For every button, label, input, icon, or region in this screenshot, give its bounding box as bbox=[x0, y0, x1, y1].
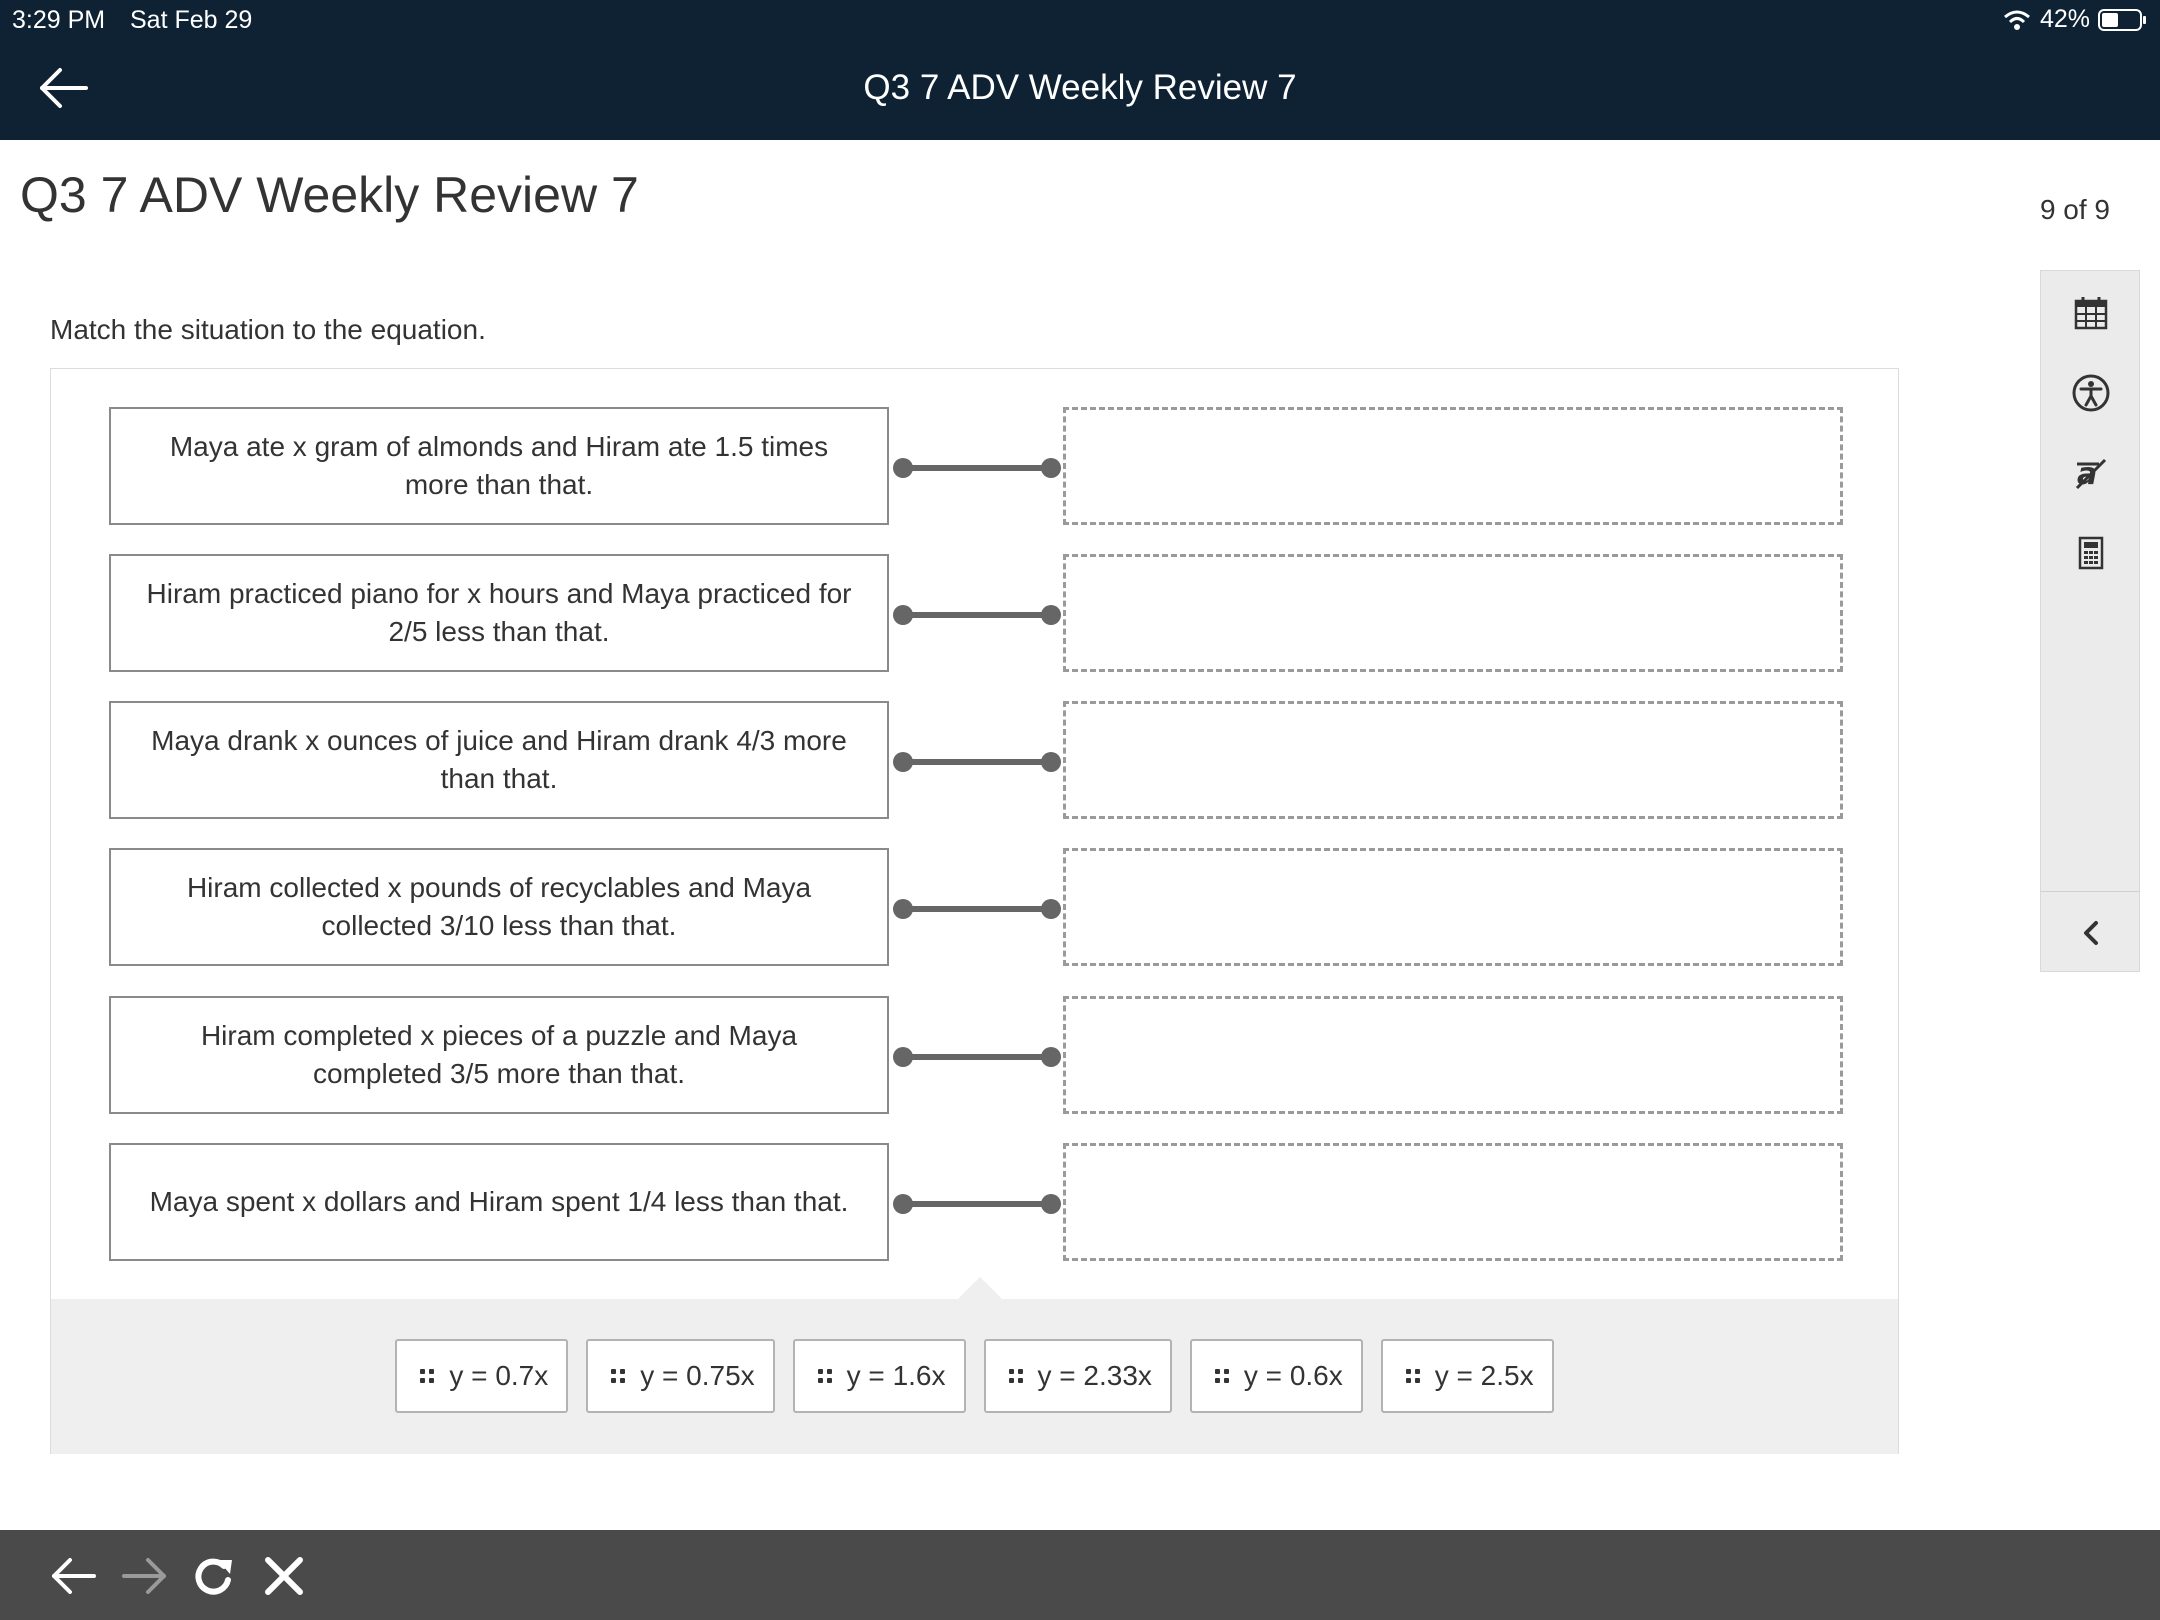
matching-area bbox=[50, 368, 1899, 1454]
calendar-grid-icon[interactable] bbox=[2071, 293, 2111, 333]
calculator-icon[interactable] bbox=[2071, 533, 2111, 573]
tray-notch bbox=[958, 1277, 1002, 1299]
wifi-icon bbox=[2002, 8, 2032, 32]
drag-grip-icon bbox=[1008, 1368, 1024, 1384]
drop-zone[interactable] bbox=[1063, 554, 1843, 672]
page-title: Q3 7 ADV Weekly Review 7 bbox=[20, 167, 639, 223]
connector-line bbox=[891, 897, 1063, 921]
answer-option-label: y = 2.33x bbox=[1037, 1360, 1152, 1391]
svg-text:a: a bbox=[2077, 457, 2098, 490]
bottom-toolbar bbox=[0, 1530, 2160, 1620]
prompt-box: Maya drank x ounces of juice and Hiram drank 4/3 more than that. bbox=[109, 701, 889, 819]
prompt-box: Hiram completed x pieces of a puzzle and Maya completed 3/5 more than that. bbox=[109, 996, 889, 1114]
answer-option[interactable] bbox=[395, 1339, 568, 1413]
drag-grip-icon bbox=[1214, 1368, 1230, 1384]
arrow-left-icon[interactable] bbox=[48, 1552, 100, 1600]
answer-option-label: y = 0.6x bbox=[1243, 1360, 1343, 1391]
answer-option[interactable] bbox=[793, 1339, 966, 1413]
answer-option-label: y = 0.75x bbox=[640, 1360, 755, 1391]
status-time: 3:29 PM bbox=[12, 6, 106, 34]
drop-zone[interactable] bbox=[1063, 848, 1843, 966]
answer-option[interactable] bbox=[586, 1339, 774, 1413]
prompt-box: Maya spent x dollars and Hiram spent 1/4 less than that. bbox=[109, 1143, 889, 1261]
nav-title: Q3 7 ADV Weekly Review 7 bbox=[863, 68, 1297, 107]
drag-grip-icon bbox=[817, 1368, 833, 1384]
answer-option[interactable] bbox=[1381, 1339, 1554, 1413]
chevron-left-icon[interactable] bbox=[2071, 913, 2111, 953]
question-counter: 9 of 9 bbox=[2039, 194, 2110, 225]
drag-grip-icon bbox=[1405, 1368, 1421, 1384]
arrow-right-icon[interactable] bbox=[118, 1552, 170, 1600]
connector-line bbox=[891, 1192, 1063, 1216]
status-date: Sat Feb 29 bbox=[130, 6, 253, 34]
refresh-icon[interactable] bbox=[188, 1552, 240, 1600]
drop-zone[interactable] bbox=[1063, 407, 1843, 525]
top-header bbox=[0, 0, 2160, 140]
tool-panel bbox=[2040, 270, 2140, 972]
drop-zone[interactable] bbox=[1063, 996, 1843, 1114]
answer-option-label: y = 1.6x bbox=[846, 1360, 946, 1391]
connector-line bbox=[891, 456, 1063, 480]
question-instructions: Match the situation to the equation. bbox=[50, 314, 486, 345]
drop-zone[interactable] bbox=[1063, 701, 1843, 819]
answer-options-tray bbox=[51, 1299, 1898, 1454]
close-icon[interactable] bbox=[258, 1552, 310, 1600]
accessibility-icon[interactable] bbox=[2071, 373, 2111, 413]
battery-percent: 42% bbox=[2039, 5, 2090, 33]
connector-line bbox=[891, 750, 1063, 774]
answer-option[interactable] bbox=[984, 1339, 1172, 1413]
strikethrough-text-icon[interactable] bbox=[2071, 453, 2111, 493]
prompt-box: Maya ate x gram of almonds and Hiram ate 1.5 times more than that. bbox=[109, 407, 889, 525]
answer-option[interactable] bbox=[1190, 1339, 1363, 1413]
connector-line bbox=[891, 1045, 1063, 1069]
drag-grip-icon bbox=[610, 1368, 626, 1384]
tool-panel-divider bbox=[2041, 891, 2139, 892]
answer-option-label: y = 0.7x bbox=[449, 1360, 549, 1391]
drop-zone[interactable] bbox=[1063, 1143, 1843, 1261]
battery-icon bbox=[2098, 8, 2148, 32]
status-bar bbox=[0, 0, 2160, 40]
prompt-box: Hiram practiced piano for x hours and Maya practiced for 2/5 less than that. bbox=[109, 554, 889, 672]
connector-line bbox=[891, 603, 1063, 627]
drag-grip-icon bbox=[419, 1368, 435, 1384]
answer-option-label: y = 2.5x bbox=[1434, 1360, 1534, 1391]
prompt-box: Hiram collected x pounds of recyclables and Maya collected 3/10 less than that. bbox=[109, 848, 889, 966]
answer-options-row bbox=[51, 1339, 1898, 1413]
status-indicators bbox=[2002, 5, 2148, 34]
